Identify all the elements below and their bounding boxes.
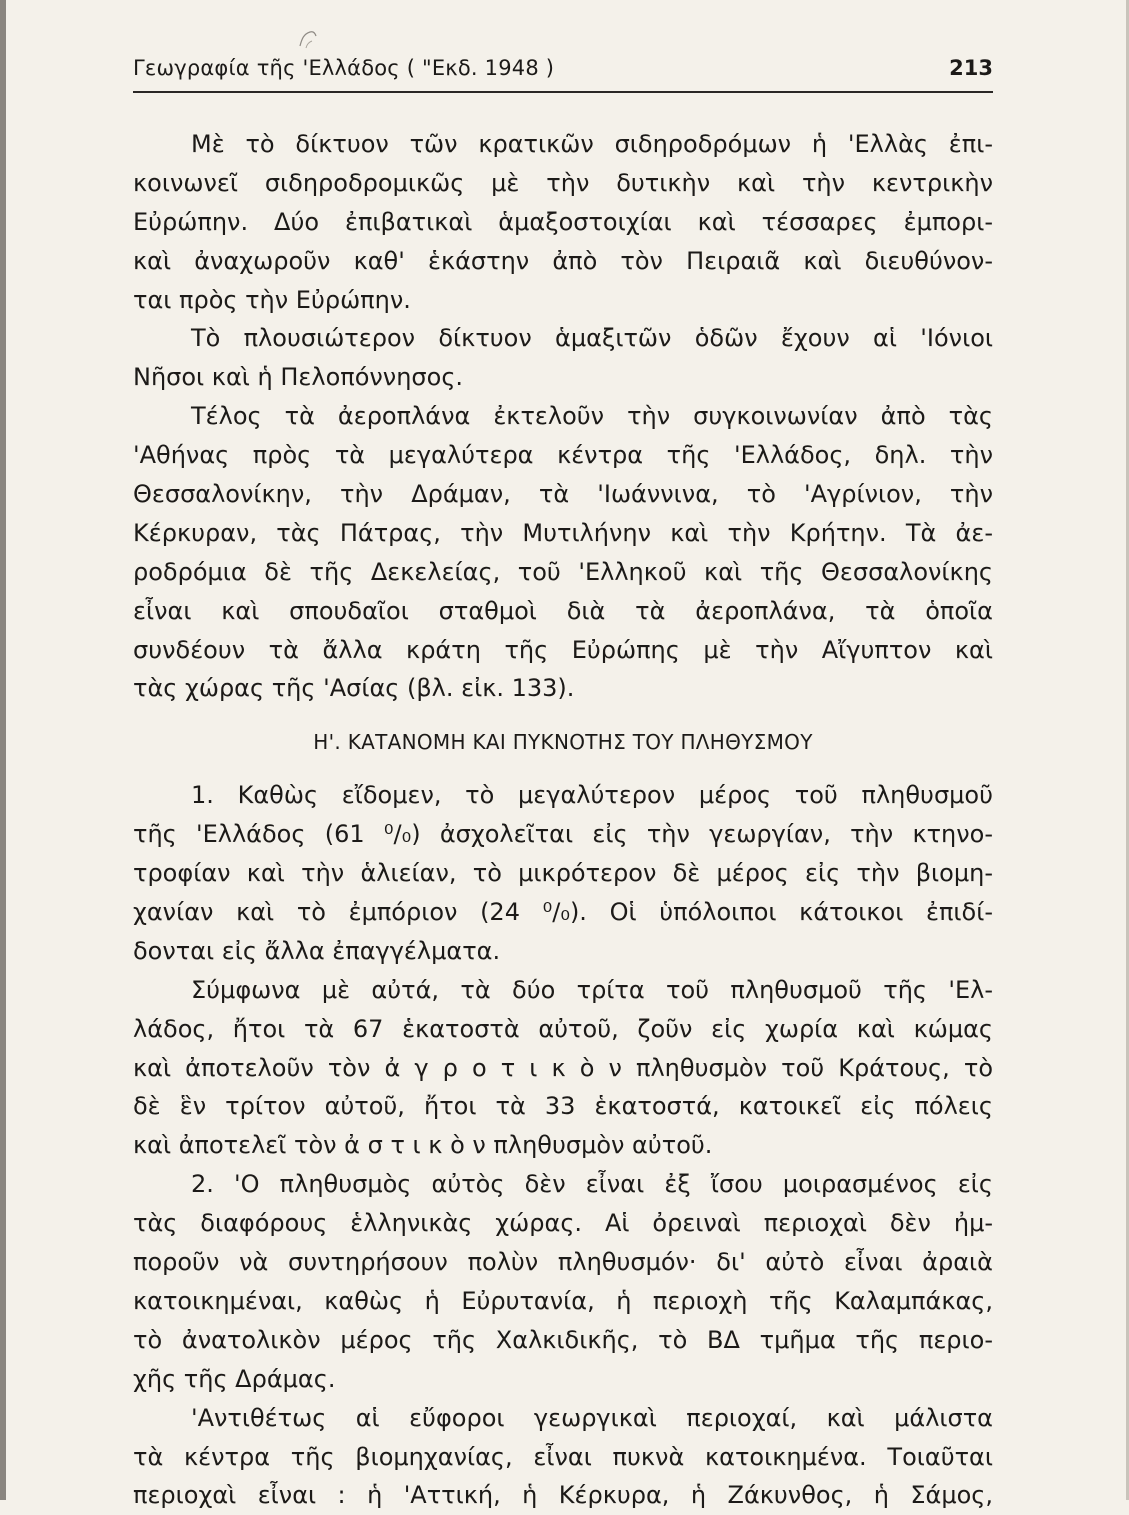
text-line: ται πρὸς τὴν Εὐρώπην. xyxy=(133,285,411,314)
text-line: καὶ ἀποτελεῖ τὸν ἀ σ τ ι κ ὸ ν πληθυσμὸν αὐτοῦ. xyxy=(133,1131,713,1160)
text-line: τὰ κέντρα τῆς βιομηχανίας, εἶναι πυκνὰ κατοικημένα. Τοιαῦται xyxy=(133,1442,993,1471)
header-rule xyxy=(133,91,993,93)
section-transport xyxy=(133,125,993,708)
text-line: καὶ ἀναχωροῦν καθ' ἑκάστην ἀπὸ τὸν Πειραιᾶ καὶ διευθύνον- xyxy=(133,246,993,275)
text-line: λάδος, ἤτοι τὰ 67 ἑκατοστὰ αὐτοῦ, ζοῦν εἰς χωρία καὶ κώμας xyxy=(133,1014,993,1043)
text-line: 'Αντιθέτως αἱ εὔφοροι γεωργικαὶ περιοχαί, καὶ μάλιστα xyxy=(191,1403,993,1432)
text-line: τῆς 'Ελλάδος (61 ⁰/₀) ἀσχολεῖται εἰς τὴν γεωργίαν, τὴν κτηνο- xyxy=(133,820,993,849)
body-text xyxy=(133,125,993,1515)
ink-mark-icon xyxy=(296,26,320,50)
text-line: ποροῦν νὰ συντηρήσουν πολὺν πληθυσμόν· δι' αὐτὸ εἶναι ἀραιὰ xyxy=(133,1248,993,1277)
text-line: χανίαν καὶ τὸ ἐμπόριον (24 ⁰/₀). Οἱ ὑπόλοιποι κάτοικοι ἐπιδί- xyxy=(133,898,993,927)
text-line: τὰς διαφόρους ἑλληνικὰς χώρας. Αἱ ὀρειναὶ περιοχαὶ δὲν ἠμ- xyxy=(133,1209,993,1238)
text-line: Θεσσαλονίκην, τὴν Δράμαν, τὰ 'Ιωάννινα, τὸ 'Αγρίνιον, τὴν xyxy=(133,480,993,509)
text-line: τὰς χώρας τῆς 'Ασίας (βλ. εἰκ. 133). xyxy=(133,674,575,703)
text-line: τὸ ἀνατολικὸν μέρος τῆς Χαλκιδικῆς, τὸ ΒΔ τμῆμα τῆς περιο- xyxy=(133,1325,993,1354)
section-heading: Η'. ΚΑΤΑΝΟΜΗ ΚΑΙ ΠΥΚΝΟΤΗΣ ΤΟΥ ΠΛΗΘΥΣΜΟΥ xyxy=(313,730,813,755)
running-header xyxy=(133,56,993,92)
text-line: κοινωνεῖ σιδηροδρομικῶς μὲ τὴν δυτικὴν καὶ τὴν κεντρικὴν xyxy=(133,168,993,197)
header-title: Γεωγραφία τῆς 'Ελλάδος ( "Εκδ. 1948 ) xyxy=(133,56,555,80)
text-line: χῆς τῆς Δράμας. xyxy=(133,1364,336,1393)
text-line: δονται εἰς ἄλλα ἐπαγγέλματα. xyxy=(133,936,501,965)
text-line: συνδέουν τὰ ἄλλα κράτη τῆς Εὐρώπης μὲ τὴν Αἴγυπτον καὶ xyxy=(133,635,993,664)
text-line: κατοικημέναι, καθὼς ἡ Εὐρυτανία, ἡ περιοχὴ τῆς Καλαμπάκας, xyxy=(133,1286,993,1315)
text-line: Τέλος τὰ ἀεροπλάνα ἐκτελοῦν τὴν συγκοινωνίαν ἀπὸ τὰς xyxy=(191,402,993,431)
text-line: ροδρόμια δὲ τῆς Δεκελείας, τοῦ 'Ελληκοῦ καὶ τῆς Θεσσαλονίκης xyxy=(133,557,993,586)
text-line: Νῆσοι καὶ ἡ Πελοπόννησος. xyxy=(133,363,464,392)
text-line: Μὲ τὸ δίκτυον τῶν κρατικῶν σιδηροδρόμων ἡ 'Ελλὰς ἐπι- xyxy=(191,130,993,158)
page-edge-shadow xyxy=(0,0,6,1500)
text-line: Εὐρώπην. Δύο ἐπιβατικαὶ ἁμαξοστοιχίαι καὶ τέσσαρες ἐμπορι- xyxy=(133,207,993,236)
text-line: τροφίαν καὶ τὴν ἁλιείαν, τὸ μικρότερον δὲ μέρος εἰς τὴν βιομη- xyxy=(133,859,993,888)
text-line: Τὸ πλουσιώτερον δίκτυον ἁμαξιτῶν ὁδῶν ἔχουν αἱ 'Ιόνιοι xyxy=(191,324,993,353)
text-line: 2. 'Ο πληθυσμὸς αὐτὸς δὲν εἶναι ἐξ ἴσου μοιρασμένος εἰς xyxy=(191,1170,993,1199)
text-line: δὲ ἓν τρίτον αὐτοῦ, ἤτοι τὰ 33 ἑκατοστά, κατοικεῖ εἰς πόλεις xyxy=(133,1092,993,1121)
text-line: καὶ ἀποτελοῦν τὸν ἀ γ ρ ο τ ι κ ὸ ν πληθυσμὸν τοῦ Κράτους, τὸ xyxy=(133,1053,993,1082)
page-number: 213 xyxy=(949,56,993,80)
text-line: Σύμφωνα μὲ αὐτά, τὰ δύο τρίτα τοῦ πληθυσμοῦ τῆς 'Ελ- xyxy=(191,975,993,1004)
text-line: περιοχαὶ εἶναι : ἡ 'Αττική, ἡ Κέρκυρα, ἡ Ζάκυνθος, ἡ Σάμος, xyxy=(133,1481,993,1510)
section-population xyxy=(133,776,993,1515)
text-line: εἶναι καὶ σπουδαῖοι σταθμοὶ διὰ τὰ ἀεροπλάνα, τὰ ὁποῖα xyxy=(133,596,993,625)
text-line: Κέρκυραν, τὰς Πάτρας, τὴν Μυτιλήνην καὶ τὴν Κρήτην. Τὰ ἀε- xyxy=(133,518,993,547)
text-line: 'Αθήνας πρὸς τὰ μεγαλύτερα κέντρα τῆς 'Ελλάδος, δηλ. τὴν xyxy=(133,441,993,470)
text-line: 1. Καθὼς εἴδομεν, τὸ μεγαλύτερον μέρος τοῦ πληθυσμοῦ xyxy=(191,781,993,810)
